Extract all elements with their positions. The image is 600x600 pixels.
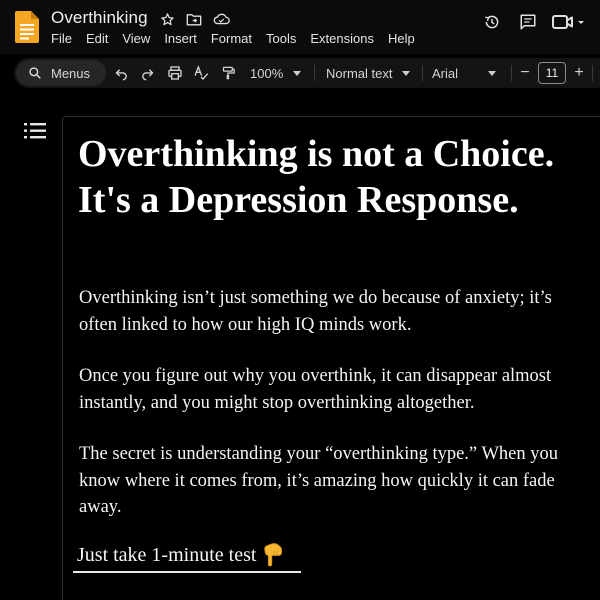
body-paragraph: Overthinking isn’t just something we do because of anxiety; it’s often linked to how our high IQ minds work. bbox=[79, 288, 552, 335]
title-bar bbox=[0, 0, 600, 54]
font-size-input[interactable]: 11 bbox=[538, 62, 566, 84]
paragraph-style-select[interactable] bbox=[326, 62, 422, 84]
pointing-down-hand-icon bbox=[262, 543, 284, 567]
toolbar-divider bbox=[511, 65, 512, 81]
print-icon[interactable] bbox=[163, 62, 187, 84]
increase-font-size-button[interactable]: + bbox=[574, 64, 584, 81]
redo-icon[interactable] bbox=[136, 62, 158, 84]
document-page[interactable] bbox=[62, 116, 600, 600]
paragraph-style-value: Normal text bbox=[326, 65, 393, 81]
take-test-link[interactable] bbox=[73, 539, 301, 573]
star-icon[interactable] bbox=[158, 10, 176, 28]
take-test-label: Just take 1-minute test bbox=[77, 543, 257, 566]
menu-file[interactable]: File bbox=[51, 31, 72, 46]
menu-edit[interactable]: Edit bbox=[85, 31, 109, 46]
decrease-font-size-button[interactable]: − bbox=[520, 64, 530, 81]
body-paragraph: Once you figure out why you overthink, it can disappear almost instantly, and you might stop overthinking altogether. bbox=[79, 366, 552, 413]
cloud-status-icon[interactable] bbox=[212, 10, 230, 28]
meet-icon[interactable] bbox=[546, 11, 590, 33]
menu-format[interactable]: Format bbox=[210, 31, 252, 46]
undo-icon[interactable] bbox=[110, 62, 132, 84]
menu-help[interactable]: Help bbox=[387, 31, 415, 46]
font-family-select[interactable] bbox=[432, 62, 508, 84]
menu-view[interactable]: View bbox=[122, 31, 151, 46]
move-to-folder-icon[interactable] bbox=[185, 10, 203, 28]
menu-extensions[interactable]: Extensions bbox=[310, 31, 374, 46]
search-menus-button[interactable] bbox=[16, 60, 106, 86]
zoom-select[interactable] bbox=[250, 62, 310, 84]
toolbar-divider bbox=[422, 65, 423, 81]
font-family-value: Arial bbox=[432, 65, 459, 81]
chevron-down-icon bbox=[488, 71, 496, 76]
toolbar-divider bbox=[592, 65, 593, 81]
comments-icon[interactable] bbox=[510, 11, 546, 33]
document-title[interactable]: Overthinking bbox=[51, 8, 148, 27]
menu-tools[interactable]: Tools bbox=[266, 31, 297, 46]
formatting-toolbar bbox=[14, 58, 600, 88]
spellcheck-icon[interactable] bbox=[190, 62, 212, 84]
search-menus-label: Menus bbox=[51, 65, 91, 81]
paint-format-icon[interactable] bbox=[217, 62, 239, 84]
chevron-down-icon bbox=[293, 71, 301, 76]
google-docs-icon[interactable] bbox=[15, 11, 39, 43]
document-heading: Overthinking is not a Choice. It's a Depression Response. bbox=[78, 133, 555, 221]
chevron-down-icon bbox=[402, 71, 410, 76]
toolbar-divider bbox=[314, 65, 315, 81]
document-outline-icon[interactable] bbox=[24, 122, 46, 140]
menu-bar bbox=[51, 31, 429, 46]
search-icon bbox=[28, 66, 42, 80]
zoom-value: 100% bbox=[250, 65, 284, 81]
menu-insert[interactable]: Insert bbox=[164, 31, 197, 46]
history-icon[interactable] bbox=[474, 11, 510, 33]
body-paragraph: The secret is understanding your “overthinking type.” When you know where it comes from, it’s amazing how quickly it can fade away. bbox=[79, 444, 558, 517]
